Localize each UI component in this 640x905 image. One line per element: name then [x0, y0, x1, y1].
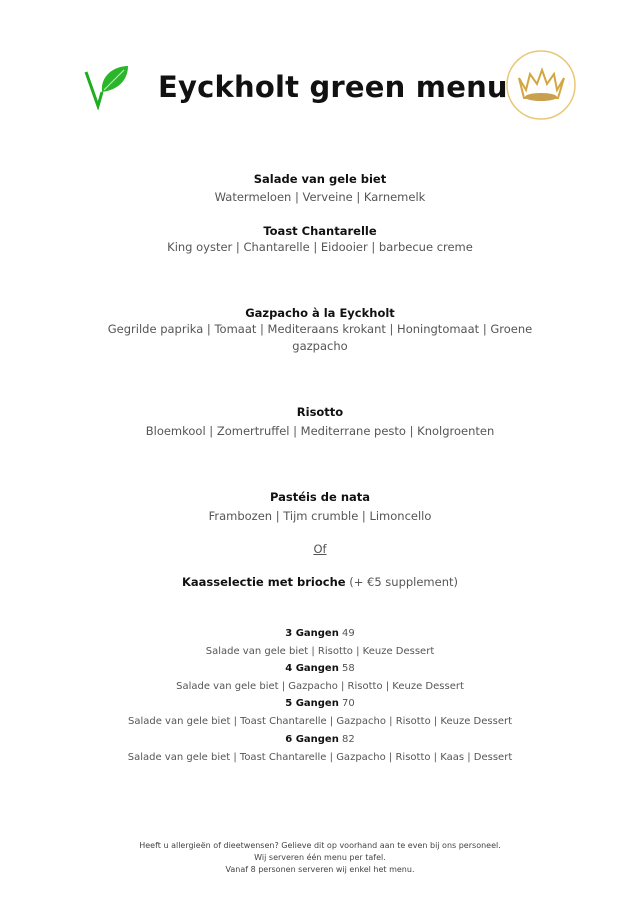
menu-price: 82	[342, 734, 355, 745]
menu-6-header	[0, 734, 640, 745]
menu-price: 58	[342, 663, 355, 674]
menu-4-header	[0, 663, 640, 674]
menu-3-courses: Salade van gele biet | Risotto | Keuze Dessert	[205, 646, 435, 657]
dish-name: Toast Chantarelle	[263, 224, 377, 238]
dish-desc: Watermeloen | Verveine | Karnemelk	[214, 190, 426, 204]
footer-note	[0, 840, 640, 876]
menu-price: 49	[342, 628, 355, 639]
menu-5-courses: Salade van gele biet | Toast Chantarelle | Gazpacho | Risotto | Keuze Dessert	[127, 716, 513, 727]
footer-line: Heeft u allergieën of dieetwensen? Gelieve dit op voorhand aan te even bij ons personeel.	[139, 841, 501, 850]
menu-6-courses: Salade van gele biet | Toast Chantarelle | Gazpacho | Risotto | Kaas | Dessert	[127, 752, 513, 763]
dish-desc: Gegrilde paprika | Tomaat | Mediteraans krokant | Honingtomaat | Groene gazpacho	[107, 322, 533, 353]
or-separator: Of	[313, 542, 327, 556]
cheese-option	[100, 574, 540, 591]
dish-name: Gazpacho à la Eyckholt	[245, 306, 395, 320]
menu-4-courses: Salade van gele biet | Gazpacho | Risotto | Keuze Dessert	[176, 681, 464, 692]
crown-logo-icon	[504, 48, 578, 122]
menu-label: 3 Gangen	[285, 628, 339, 639]
page-title: Eyckholt green menu	[158, 70, 508, 104]
menu-3-header	[0, 628, 640, 639]
footer-line: Wij serveren één menu per tafel.	[254, 853, 386, 862]
vegan-leaf-icon	[84, 62, 132, 110]
menu-price: 70	[342, 698, 355, 709]
menu-5-header	[0, 698, 640, 709]
cheese-supplement: (+ €5 supplement)	[349, 575, 458, 589]
dish-desc: King oyster | Chantarelle | Eidooier | barbecue creme	[167, 240, 473, 254]
footer-line: Vanaf 8 personen serveren wij enkel het menu.	[225, 865, 415, 874]
dish-name: Salade van gele biet	[253, 172, 387, 186]
menu-label: 4 Gangen	[285, 663, 339, 674]
cheese-name: Kaasselectie met brioche	[182, 575, 346, 589]
dish-name: Pastéis de nata	[269, 490, 371, 504]
dish-desc: Bloemkool | Zomertruffel | Mediterrane pesto | Knolgroenten	[145, 424, 495, 438]
dish-name: Risotto	[296, 405, 344, 419]
menu-label: 5 Gangen	[285, 698, 339, 709]
dish-desc: Frambozen | Tijm crumble | Limoncello	[208, 509, 432, 523]
menu-label: 6 Gangen	[285, 734, 339, 745]
